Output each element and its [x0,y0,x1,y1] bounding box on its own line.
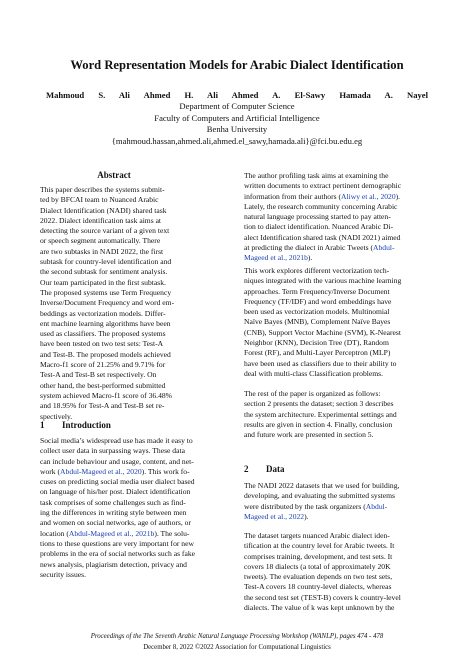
text-line: ing the differences in writing style between men [40,508,187,518]
text-line: dialects. The value of k was kept unknown by the [244,603,395,613]
abstract-body [40,185,203,422]
text-line: tweets). The evaluation depends on two test sets, [244,572,393,582]
section-title: Data [266,464,285,474]
text-line: The dataset targets nuanced Arabic dialect iden- [244,531,390,540]
text-line: cuses on predicting social media user dialect based [40,477,195,487]
affiliation-emails: {mahmoud.hassan,ahmed.ali,ahmed.el_sawy,hamada.ali}@fci.bu.edu.eg [111,135,363,146]
text-line: This work explores different vectorization tech- [244,266,390,275]
abstract-line: Dialect Identification (NADI) shared task [40,205,167,215]
right-paragraph-3 [244,389,437,440]
text-line: tion to dialect identification. Nuanced Arabic Di- [244,222,394,232]
text-line: Neighbor (KNN), Decision Tree (DT), Random [244,338,389,348]
section-number: 1 [40,420,45,430]
text-line: covers 18 dialects (a total of approximately 20K [244,561,391,571]
text-line: been used as vectorization models. Multinomial [244,307,390,317]
text-line: were distributed by the task organizers (Abdul- [244,501,388,511]
data-paragraph-1 [244,481,437,522]
text-line: the second test set (TEST-B) covers k country-level [244,592,401,602]
abstract-line: Macro-f1 score of 21.25% and 9.71% for [40,360,166,370]
abstract-line: beddings as vectorization models. Differ- [40,308,166,318]
section-heading-data [244,464,285,474]
text-line: The NADI 2022 datasets that we used for building, [244,481,400,490]
author-name: Ahmed A. El-Sawy [231,90,326,100]
text-line: task comprises of some challenges such as find- [40,497,186,507]
data-paragraph-2 [244,531,437,613]
text-line: Mageed et al., 2022). [244,511,309,521]
abstract-line: are two subtasks in NADI 2022, the first [40,246,164,256]
copyright-footer: December 8, 2022 ©2022 Association for Computational Linguistics [143,644,331,651]
abstract-line: the second subtask for sentiment analysis. [40,267,168,277]
citation-link[interactable]: Abdul-Mageed et al., 2021b [68,528,155,538]
abstract-line: ted by BFCAI team to Nuanced Arabic [40,195,159,205]
abstract-heading: Abstract [97,170,131,180]
proceedings-footer: Proceedings of the The Seventh Arabic Natural Language Processing Workshop (WANLP), pages 474 - 478 [90,633,384,640]
text-line: Naïve Bayes (MNB), Complement Naïve Bayes [244,317,391,327]
text-line: Frequency (TF/IDF) and word embeddings have [244,296,392,306]
text-line: deal with multi-class Classification problems. [244,368,383,378]
text-line: section 2 presents the dataset; section 3 describes [244,399,394,409]
text-line: tification at the country level for Arabic tweets. It [244,541,395,551]
text-line: collect user data in surpassing ways. These data [40,446,185,456]
section-number: 2 [244,464,249,474]
abstract-line: This paper describes the systems submit- [40,185,165,194]
text-line: work (Abdul-Mageed et al., 2020). This work fo- [40,466,190,476]
section-title: Introduction [62,420,111,430]
introduction-body [40,436,234,580]
text-line: Social media’s widespread use has made it easy to [40,436,193,445]
abstract-line: and Test-B. The proposed models achieved [40,349,171,359]
citation-link[interactable]: Mageed et al., 2021b [244,253,308,263]
text-line: problems in the era of social networks such as fake [40,549,195,559]
author-name: Mahmoud S. Ali [45,90,130,100]
abstract-line: used as classifiers. The proposed systems [40,329,166,339]
abstract-line: Inverse/Document Frequency and word em- [40,298,175,308]
text-line: developing, and evaluating the submitted systems [244,491,396,501]
text-line: comprises training, development, and test sets. It [244,551,393,561]
citation-link[interactable]: Mageed et al., 2022 [244,511,305,521]
text-line: can include behaviour and usage, content, and net- [40,456,194,466]
text-line: news analysis, plagiarism detection, privacy and [40,559,187,569]
text-line: at predicting the dialect in Arabic Tweets (Abdul- [244,243,395,253]
abstract-line: The proposed systems use Term Frequency [40,287,172,297]
citation-link[interactable]: Abdul- [365,501,388,511]
text-line: Mageed et al., 2021b). [244,253,313,263]
abstract-line: ent machine learning algorithms have been [40,318,171,328]
text-line: security issues. [40,569,86,579]
text-line: the system architecture. Experimental settings and [244,409,397,419]
citation-link[interactable]: Abdul-Mageed et al., 2020 [60,466,142,476]
text-line: Forest (RF), and Multi-Layer Perceptron (MLP) [244,348,391,358]
abstract-line: and 18.95% for Test-A and Test-B set re- [40,401,165,411]
text-line: have been used as classifiers due to their ability to [244,358,397,368]
abstract-line: detecting the source variant of a given text [40,226,170,236]
text-line: The author profiling task aims at examining the [244,171,389,180]
text-line: niques integrated with the various machine learning [244,276,402,286]
text-line: and women on social networks, age of authors, or [40,518,191,528]
abstract-line: other hand, the best-performed submitted [40,380,166,390]
text-line: Lately, the research community concerning Arabic [244,201,398,211]
text-line: The rest of the paper is organized as follows: [244,389,381,398]
paper-title: Word Representation Models for Arabic Dialect Identification [70,58,404,72]
author-name: Ahmed H. Ali [143,90,218,100]
abstract-line: 2022. Dialect identification task aims at [40,215,162,225]
right-paragraph-1 [244,171,437,264]
text-line: alect Identification shared task (NADI 2021) aimed [244,232,401,242]
text-line: (CNB), Support Vector Machine (SVM), K-Nearest [244,327,401,337]
text-line: results are given in section 4. Finally, conclusion [244,419,393,429]
text-line: tions to these questions are very important for new [40,538,194,548]
abstract-line: subtask for country-level identification and [40,257,172,267]
text-line: natural language processing started to pay atten- [244,212,391,222]
text-line: Test-A covers 18 country-level dialects, whereas [244,582,392,592]
author-list [0,90,474,100]
abstract-line: Test-A and Test-B set respectively. On [40,370,157,380]
abstract-line: system achieved Macro-f1 score of 36.48% [40,390,173,400]
text-line: on language of his/her post. Dialect identification [40,487,191,497]
author-name: Hamada A. Nayel [339,90,429,100]
affiliation-university: Benha University [206,124,268,134]
right-paragraph-2 [244,266,437,379]
abstract-line: or speech segment automatically. There [40,236,161,246]
abstract-line: spectively. [40,411,73,421]
affiliation-department: Department of Computer Science [179,101,295,111]
text-line: and future work are presented in section 5. [244,430,374,440]
section-heading-introduction [40,420,111,430]
text-line: written documents to extract pertinent demographic [244,181,402,191]
citation-link[interactable]: Abdul- [373,243,395,253]
text-line: location (Abdul-Mageed et al., 2021b). The solu- [40,528,190,538]
text-line: information from their authors (Aliwy et al., 2020). [244,191,401,201]
abstract-line: Our team participated in the first subtask. [40,277,166,287]
citation-link[interactable]: Aliwy et al., 2020 [341,191,396,201]
abstract-line: have been tested on two test sets: Test-A [40,339,164,349]
affiliation-faculty: Faculty of Computers and Artificial Intelligence [154,112,320,123]
text-line: approaches. Term Frequency/Inverse Document [244,286,390,296]
